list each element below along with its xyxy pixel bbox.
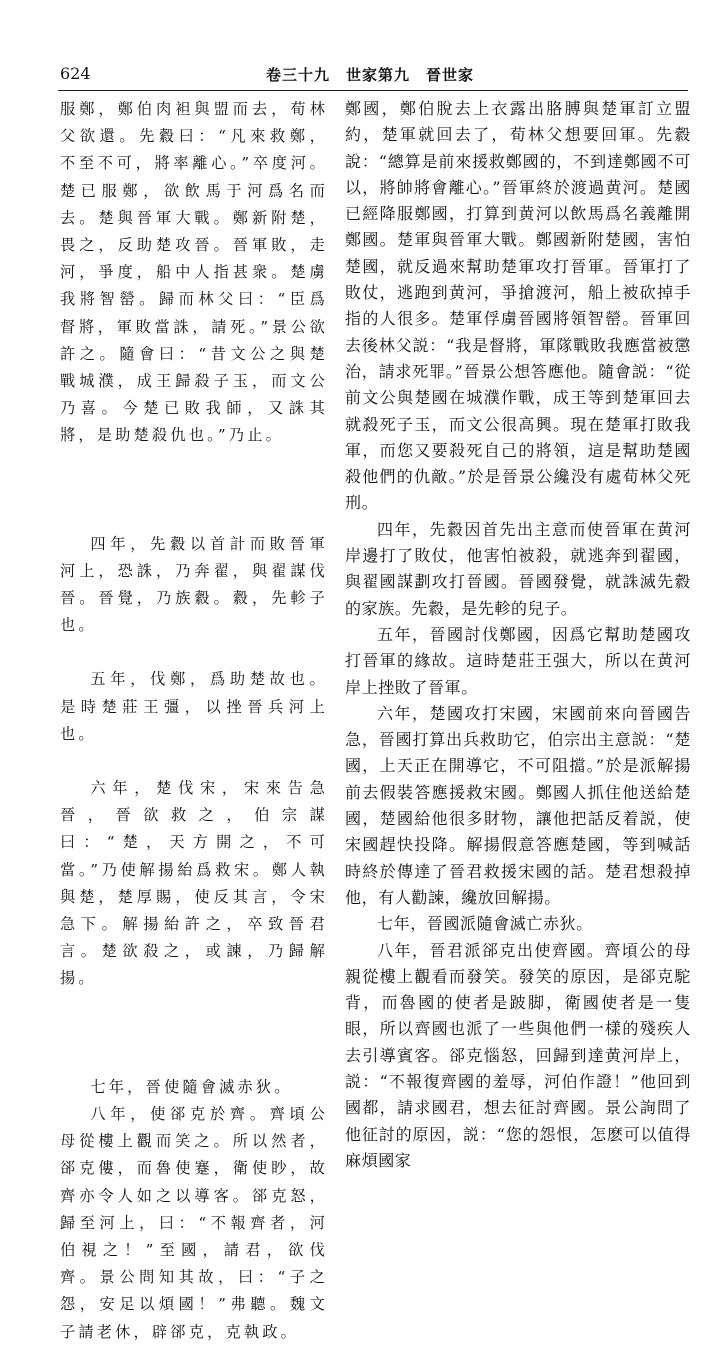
translation-paragraph: 鄭國，鄭伯脫去上衣露出胳膊與楚軍訂立盟約，楚軍就回去了，荀林父想要回軍。先縠說：“總算是前來援救鄭國的，不到達鄭國不可以，將帥將會離心。”晉軍終於渡過黄河。楚國已經降服鄭國，打算到黄河以飲馬爲名義離開鄭國。楚軍與晉軍大戰。鄭國新附楚國，害怕楚國，就反過來幫助楚軍攻打晉軍。晉軍打了敗仗，逃跑到黄河，爭搶渡河，船上被砍掉手指的人很多。楚軍俘虜晉國將領智罃。晉軍回去後林父説：“我是督將，軍隊戰敗我應當被懲治，請求死罪。”晉景公想答應他。隨會説：“從前文公與楚國在城濮作戰，成王等到楚軍回去就殺死子玉，而文公很高興。現在楚軍打敗我軍，而您又要殺死自己的將領，這是幫助楚國殺他們的仇敵。”於是晉景公纔没有處荀林父死刑。 <box>345 99 691 513</box>
paragraph-gap <box>60 748 328 775</box>
classical-paragraph: 四年，先縠以首計而敗晉軍河上，恐誅，乃奔翟，與翟謀伐晉。晉覺，乃族縠。縠，先軫子也。 <box>60 534 328 635</box>
translation-paragraph: 五年，晉國討伐鄭國，因爲它幫助楚國攻打晉軍的緣故。這時楚莊王强大，所以在黄河岸上挫敗了晉軍。 <box>345 624 691 697</box>
header-rule <box>58 90 688 91</box>
translation-paragraph: 四年，先縠因首先出主意而使晉軍在黄河岸邊打了敗仗，他害怕被殺，就逃奔到翟國，與翟國謀劃攻打晉國。晉國發覺，就誅滅先縠的家族。先縠，是先軫的兒子。 <box>345 519 691 618</box>
classical-paragraph: 六年，楚伐宋，宋來告急晉，晉欲救之，伯宗謀曰：“楚，天方開之，不可當。”乃使解揚紿爲救宋。鄭人執與楚，楚厚賜，使反其言，令宋急下。解揚紿許之，卒致晉君言。楚欲殺之，或諫，乃歸解揚。 <box>60 779 328 988</box>
paragraph-gap <box>60 993 328 1074</box>
page-number: 624 <box>60 64 91 83</box>
classical-paragraph: 七年，晉使隨會滅赤狄。 <box>90 1077 293 1096</box>
translation-paragraph: 六年，楚國攻打宋國，宋國前來向晉國告急，晉國打算出兵救助它，伯宗出主意説：“楚國，上天正在開導它，不可阻擋。”於是派解揚前去假裝答應援救宋國。鄭國人抓住他送給楚國，楚國給他很多財物，讓他把話反着説，使宋國趕快投降。解揚假意答應楚國，等到喊話時終於傳達了晉君救援宋國的話。楚君想殺掉他，有人勸諫，纔放回解揚。 <box>345 703 691 907</box>
page-header <box>60 58 680 88</box>
classical-paragraph: 八年，使郤克於齊。齊頃公母從樓上觀而笑之。所以然者，郤克僂，而魯使蹇，衛使眇，故齊亦令人如之以導客。郤克怒，歸至河上，曰：“不報齊者，河伯視之！”至國，請君，欲伐齊。景公問知其故，曰：“子之怨，安足以煩國！”弗聽。魏文子請老休，辟郤克，克執政。 <box>60 1104 328 1341</box>
translation-column <box>345 96 691 1174</box>
classical-text-column <box>60 96 328 1346</box>
translation-paragraph: 八年，晉君派郤克出使齊國。齊頃公的母親從樓上觀看而發笑。發笑的原因，是郤克駝背，而魯國的使者是跛脚，衛國使者是一隻眼，所以齊國也派了一些與他們一樣的殘疾人去引導賓客。郤克惱怒，回歸到達黄河岸上，説：“不報復齊國的羞辱，河伯作證！”他回到國都，請求國君，想去征討齊國。景公詢問了他征討的原因，説：“您的怨恨，怎麽可以值得麻煩國家 <box>345 940 691 1170</box>
paragraph-gap <box>60 639 328 666</box>
classical-paragraph: 五年，伐鄭，爲助楚故也。是時楚莊王彊，以挫晉兵河上也。 <box>60 670 328 743</box>
paragraph-gap <box>60 450 328 531</box>
classical-paragraph: 服鄭，鄭伯肉袒與盟而去，荀林父欲還。先縠曰：“凡來救鄭，不至不可，將率離心。”卒度河。楚已服鄭，欲飲馬于河爲名而去。楚與晉軍大戰。鄭新附楚，畏之，反助楚攻晉。晉軍敗，走河，爭度，船中人指甚衆。楚虜我將智罃。歸而林父曰：“臣爲督將，軍敗當誅，請死。”景公欲許之。隨會曰：“昔文公之與楚戰城濮，成王歸殺子玉，而文公乃喜。今楚已敗我師，又誅其將，是助楚殺仇也。”乃止。 <box>60 100 328 445</box>
running-head: 卷三十九 世家第九 晉世家 <box>265 66 474 84</box>
translation-paragraph: 七年，晉國派隨會滅亡赤狄。 <box>377 914 593 934</box>
